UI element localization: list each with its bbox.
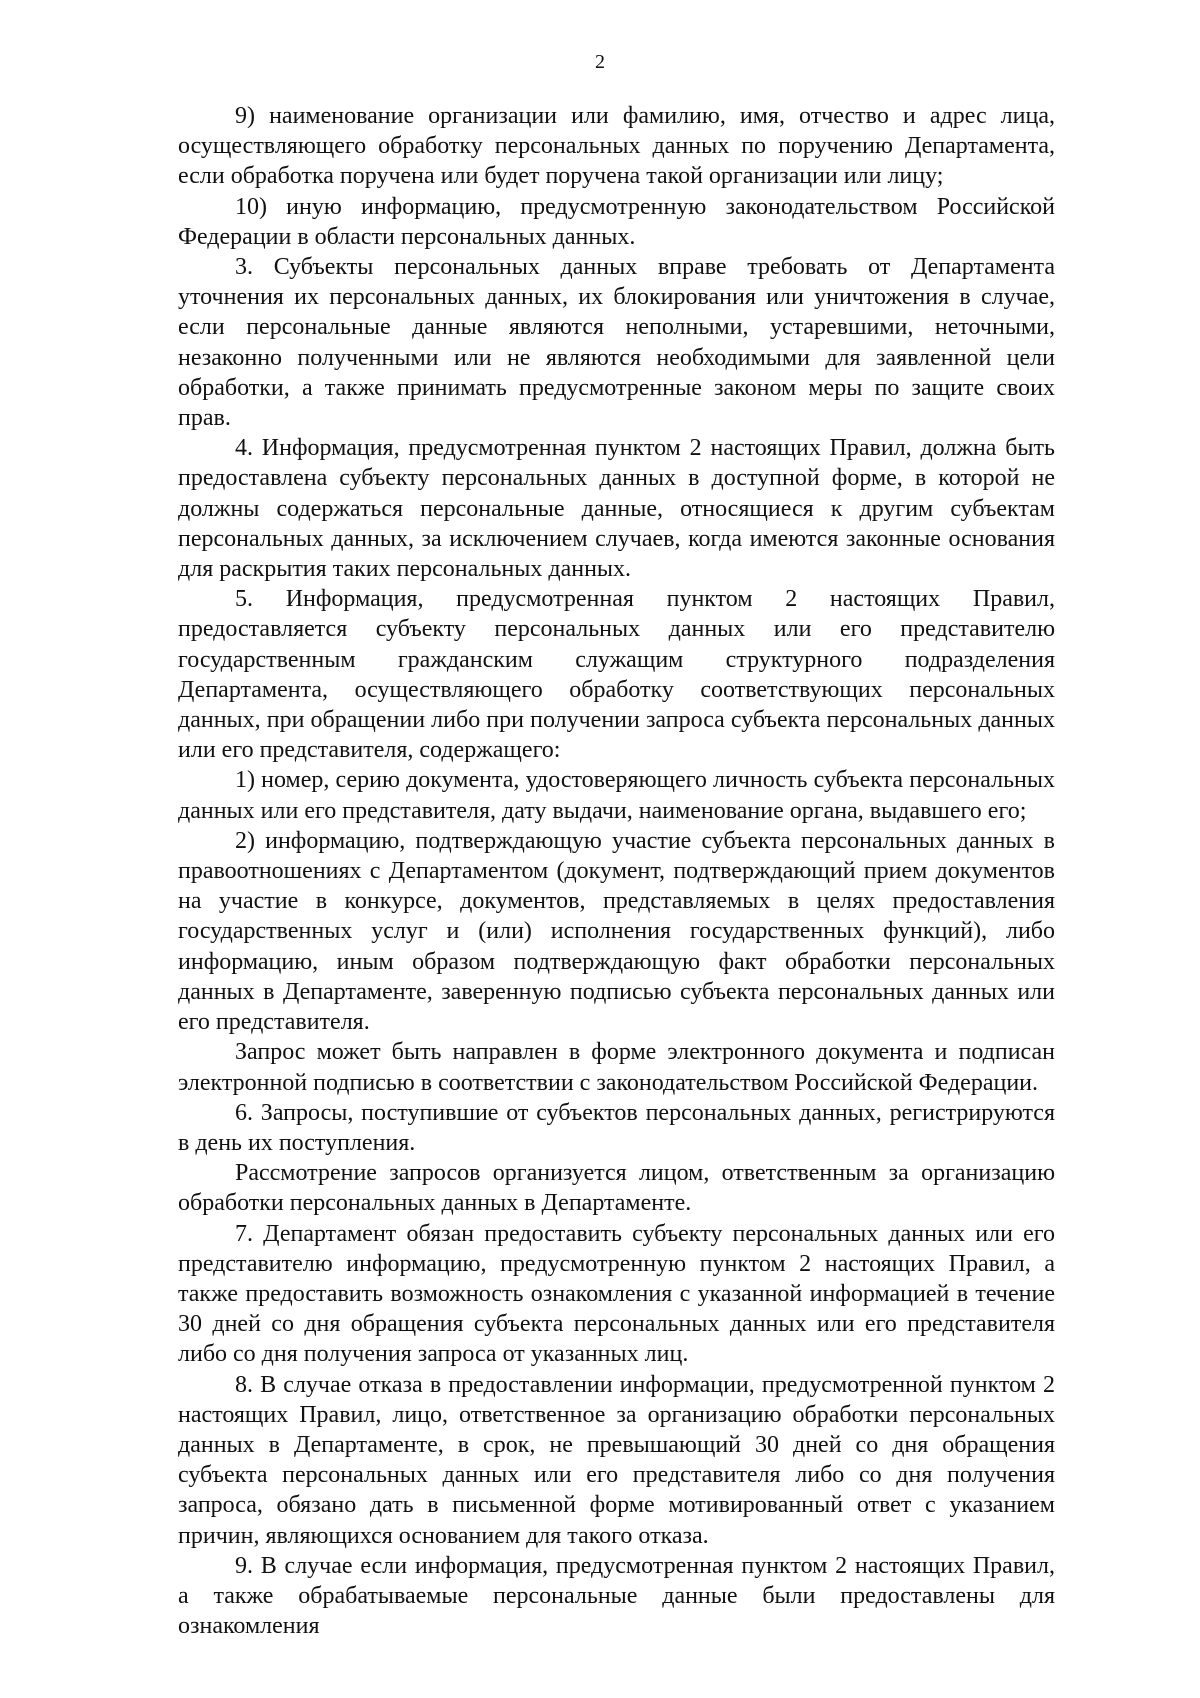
paragraph-subitem-1: 1) номер, серию документа, удостоверяющего личность субъекта персональных данных или его представителя, дату выдачи, наименование органа, выдавшего его; (178, 767, 1055, 824)
paragraph-clause-6: 6. Запросы, поступившие от субъектов персональных данных, регистрируются в день их поступления. (178, 1099, 1055, 1156)
paragraph-request-form: Запрос может быть направлен в форме электронного документа и подписан электронной подписью в соответствии с законодательством Российской Федерации. (178, 1039, 1055, 1096)
paragraph-clause-3: 3. Субъекты персональных данных вправе требовать от Департамента уточнения их персональных данных, их блокирования или уничтожения в случае, если персональные данные являются неполными, устаревшими, неточными, незаконно полученными или не являются необходимыми для заявленной цели обработки, а также принимать предусмотренные законом меры по защите своих прав. (178, 254, 1055, 432)
paragraph-item-9: 9) наименование организации или фамилию, имя, отчество и адрес лица, осуществляющего обработку персональных данных по поручению Департамента, если обработка поручена или будет поручена такой организации или лицу; (178, 103, 1055, 190)
paragraph-clause-5: 5. Информация, предусмотренная пунктом 2 настоящих Правил, предоставляется субъекту персональных данных или его представителю государственным гражданским служащим структурного подразделения Департамента, осуществляющего обработку соответствующих персональных данных, при обращении либо при получении запроса субъекта персональных данных или его представителя, содержащего: (178, 586, 1055, 764)
paragraph-clause-4: 4. Информация, предусмотренная пунктом 2 настоящих Правил, должна быть предоставлена субъекту персональных данных в доступной форме, в которой не должны содержаться персональные данные, относящиеся к другим субъектам персональных данных, за исключением случаев, когда имеются законные основания для раскрытия таких персональных данных. (178, 435, 1055, 583)
page-number: 2 (595, 51, 605, 73)
paragraph-request-review: Рассмотрение запросов организуется лицом, ответственным за организацию обработки персональных данных в Департаменте. (178, 1160, 1055, 1217)
document-body (178, 101, 1055, 1641)
paragraph-clause-8: 8. В случае отказа в предоставлении информации, предусмотренной пунктом 2 настоящих Правил, лицо, ответственное за организацию обработки персональных данных в Департаменте, в срок, не превышающий 30 дней со дня обращения субъекта персональных данных или его представителя либо со дня получения запроса, обязано дать в письменной форме мотивированный ответ с указанием причин, являющихся основанием для такого отказа. (178, 1371, 1055, 1549)
paragraph-clause-9: 9. В случае если информация, предусмотренная пунктом 2 настоящих Правил, а также обрабатываемые персональные данные были предоставлены для ознакомления (178, 1552, 1055, 1640)
paragraph-item-10: 10) иную информацию, предусмотренную законодательством Российской Федерации в области персональных данных. (178, 193, 1055, 250)
paragraph-clause-7: 7. Департамент обязан предоставить субъекту персональных данных или его представителю информацию, предусмотренную пунктом 2 настоящих Правил, а также предоставить возможность ознакомления с указанной информацией в течение 30 дней со дня обращения субъекта персональных данных или его представителя либо со дня получения запроса от указанных лиц. (178, 1220, 1055, 1368)
paragraph-subitem-2: 2) информацию, подтверждающую участие субъекта персональных данных в правоотношениях с Департаментом (документ, подтверждающий прием документов на участие в конкурсе, документов, представляемых в целях предоставления государственных услуг и (или) исполнения государственных функций), либо информацию, иным образом подтверждающую факт обработки персональных данных в Департаменте, заверенную подписью субъекта персональных данных или его представителя. (178, 827, 1055, 1036)
